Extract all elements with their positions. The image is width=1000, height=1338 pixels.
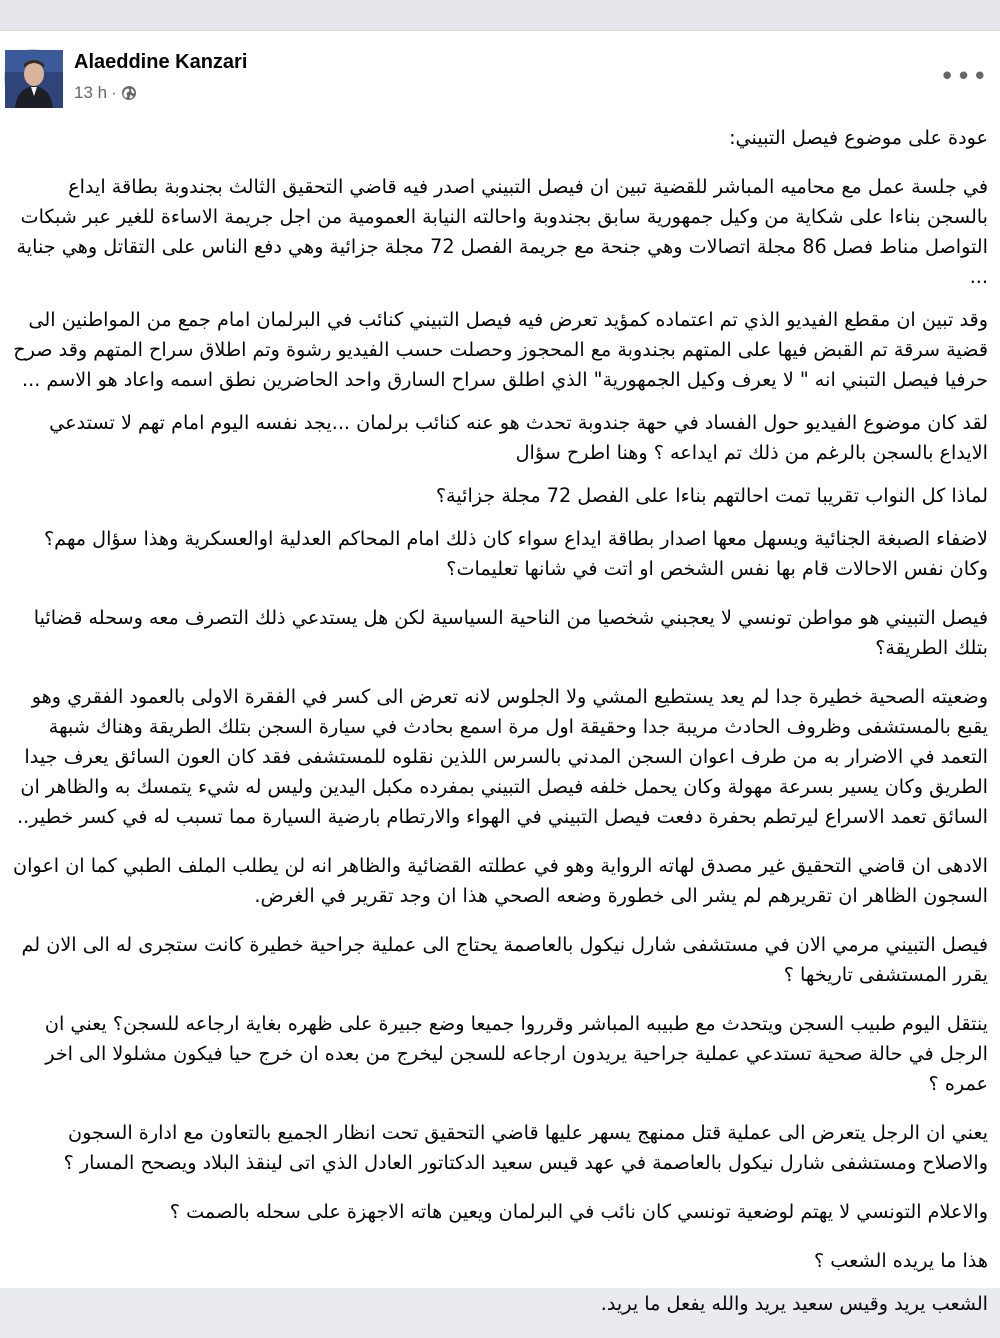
post-paragraph: الادهى ان قاضي التحقيق غير مصدق لهاته الرواية وهو في عطلته القضائية والظاهر انه لن يطلب الملف الطبي كما ان اعوان السجون الظاهر ان تقريرهم لم يشر الى خطورة وضعه الصحي هذا ان وجد تقرير في الغرض. (12, 854, 988, 907)
post-card (0, 30, 1000, 1315)
globe-icon[interactable] (121, 85, 137, 101)
post-paragraph: وقد تبين ان مقطع الفيديو الذي تم اعتماده كمؤيد تعرض فيه فيصل التبيني كنائب في البرلمان امام جمع من المواطنين الى قضية سرقة تم القبض فيها على المتهم بجندوبة مع المحجوز وحصلت حسب الفيديو رشوة وتم اطلاق سراح المتهم وقد صرح حرفيا فيصل التبني انه " لا يعرف وكيل الجمهورية" الذي اطلق سراح السارق واحد الحاضرين نطق اسمه واعاد هو الاسم ... (13, 308, 988, 391)
post-paragraph: والاعلام التونسي لا يهتم لوضعية تونسي كان نائب في البرلمان ويعين هاته الاجهزة على سحله بالصمت ؟ (169, 1200, 988, 1223)
post-paragraph: وضعيته الصحية خطيرة جدا لم يعد يستطيع المشي ولا الجلوس لانه تعرض الى كسر في الفقرة الاولى بالعمود الفقري وهو يقبع بالمستشفى وظروف الحادث مريبة جدا وحقيقة اول مرة اسمع بحادث في سيارة السجن بتلك الطريقة وهناك شبهة التعمد في الاضرار به من طرف اعوان السجن المدني بالسرس اللذين نقلوه للمستشفى فقد كان العون السائق يعرف جيدا الطريق وكان يسير بسرعة مهولة وكان يحمل خلفه فيصل التبيني بمفرده مكبل اليدين وليس له شيء يتمسك به والظاهر ان السائق تعمد الاسراع ليرتطم بحفرة دفعت فيصل التبيني في الهواء والارتطام بارضية السيارة مما تسبب له في كسر خطير.. (17, 685, 988, 828)
post-paragraph: فيصل التبيني هو مواطن تونسي لا يعجبني شخصيا من الناحية السياسية لكن هل يستدعي ذلك التصرف معه وسحله قضائيا بتلك الطريقة؟ (33, 606, 988, 659)
post-time[interactable]: 13 h (74, 83, 108, 102)
post-meta (74, 82, 137, 104)
post-paragraph: لاضفاء الصبغة الجنائية ويسهل معها اصدار بطاقة ايداع سواء كان ذلك امام المحاكم العدلية اوالعسكرية وهذا سؤال مهم؟ وكان نفس الاحالات قام بها نفس الشخص او اتت في شانها تعليمات؟ (43, 527, 988, 580)
post-paragraph: هذا ما يريده الشعب ؟ (813, 1249, 988, 1272)
post-paragraph: الشعب يريد وقيس سعيد يريد والله يفعل ما يريد. (600, 1292, 988, 1315)
avatar[interactable] (4, 49, 62, 107)
post-paragraph: عودة على موضوع فيصل التبيني: (729, 126, 988, 149)
post-header (0, 31, 1000, 121)
author-name[interactable]: Alaeddine Kanzari (74, 51, 248, 73)
more-options-button[interactable]: ••• (939, 62, 989, 92)
post-body (4, 123, 988, 1338)
post-paragraph: لقد كان موضوع الفيديو حول الفساد في حهة جندوبة تحدث هو عنه كنائب برلمان ...يجد نفسه اليوم امام تهم لا تستدعي الايداع بالسجن بالرغم من ذلك تم ايداعه ؟ وهنا اطرح سؤال (49, 411, 988, 464)
post-paragraph: ينتقل اليوم طبيب السجن ويتحدث مع طبيبه المباشر وقرروا جميعا وضع جبيرة على ظهره بغاية ارجاعه للسجن؟ يعني ان الرجل في حالة صحية تستدعي عملية جراحية يريدون ارجاعه للسجن ليخرج من بعده ان خرج حيا فيكون مشلولا الى اخر عمره ؟ (44, 1012, 988, 1095)
post-paragraph: لماذا كل النواب تقريبا تمت احالتهم بناءا على الفصل 72 مجلة جزائية؟ (435, 484, 988, 507)
top-strip (0, 0, 1000, 30)
meta-separator: · (111, 83, 117, 102)
post-paragraph: في جلسة عمل مع محاميه المباشر للقضية تبين ان فيصل التبيني اصدر فيه قاضي التحقيق الثالث بجندوبة بطاقة ايداع بالسجن بناءا على شكاية من وكيل جمهورية سابق بجندوبة واحالته النيابة العمومية من اجل جريمة الاساءة للغير عبر شبكات التواصل مناط فصل 86 مجلة اتصالات وهي جنحة مع جريمة الفصل 72 مجلة جزائية وهي دفع الناس على التقاتل وهي جناية ... (16, 175, 988, 288)
post-paragraph: يعني ان الرجل يتعرض الى عملية قتل ممنهج يسهر عليها قاضي التحقيق تحت انظار الجميع بالتعاون مع ادارة السجون والاصلاح ومستشفى شارل نيكول بالعاصمة في عهد قيس سعيد الدكتاتور العادل الذي اتى لينقذ البلاد ويصحح المسار ؟ (63, 1121, 988, 1174)
post-paragraph: فيصل التبيني مرمي الان في مستشفى شارل نيكول بالعاصمة يحتاج الى عملية جراحية خطيرة كانت ستجرى له الى الان لم يقرر المستشفى تاريخها ؟ (21, 933, 988, 986)
avatar-image (5, 50, 63, 108)
